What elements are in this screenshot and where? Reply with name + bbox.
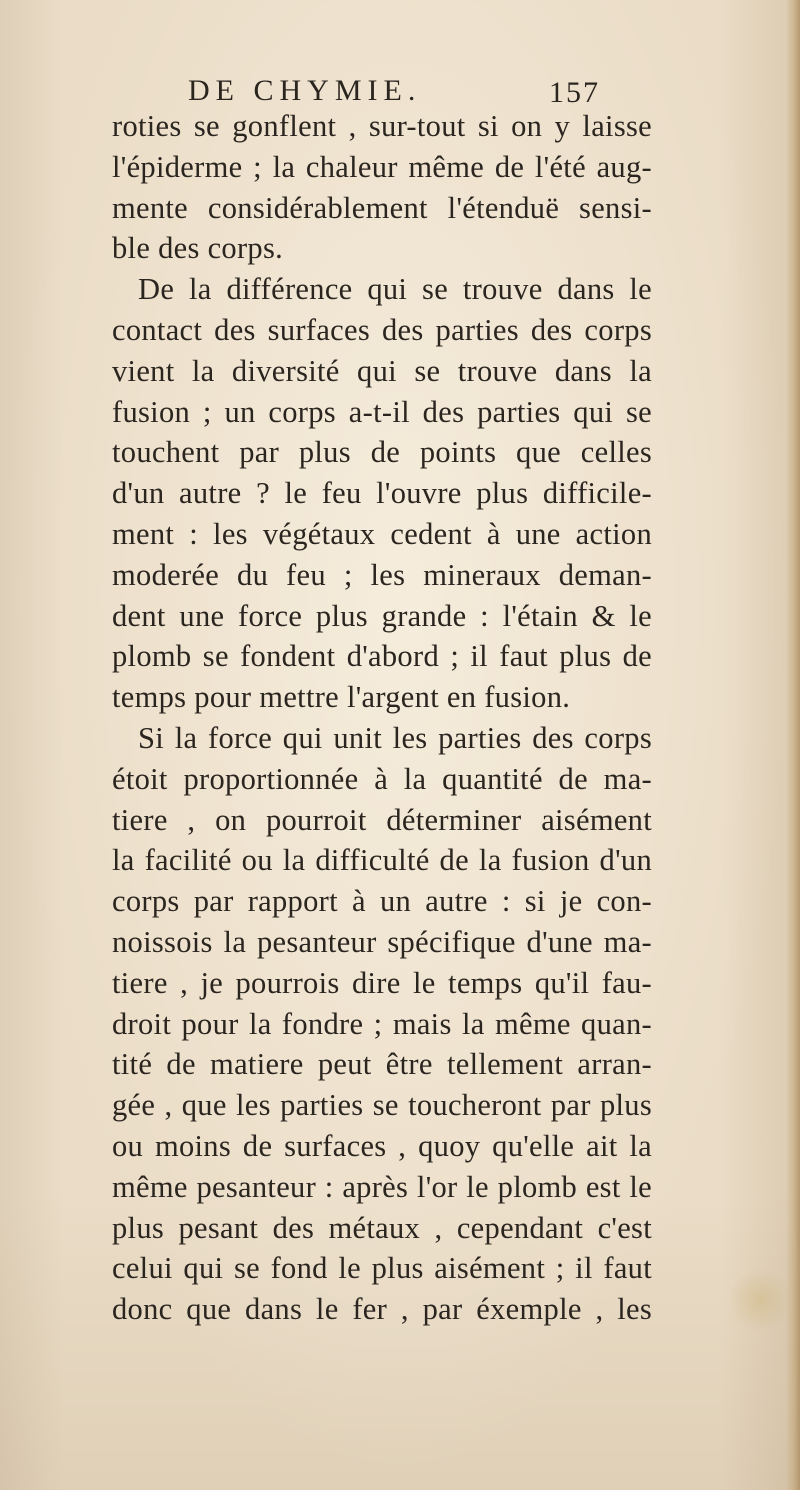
text-line: tité de matiere peut être tellement arran-	[112, 1047, 652, 1082]
text-line: noissois la pesanteur spécifique d'une ma-	[112, 924, 652, 959]
text-line: roties se gonflent , sur-tout si on y laisse	[112, 109, 652, 143]
text-line: celui qui se fond le plus aisément ; il faut	[112, 1251, 652, 1286]
text-line: donc que dans le fer , par éxemple , les	[112, 1292, 652, 1327]
text-line: ment : les végétaux cedent à une action	[112, 516, 652, 551]
page-number: 157	[549, 76, 600, 109]
text-line: vient la diversité qui se trouve dans la	[112, 353, 652, 388]
text-line: tiere , je pourrois dire le temps qu'il fau-	[112, 965, 652, 1000]
text-line: ble des corps.	[112, 231, 284, 266]
text-line: étoit proportionnée à la quantité de ma-	[112, 761, 652, 796]
text-line: temps pour mettre l'argent en fusion.	[112, 680, 571, 715]
text-line: fusion ; un corps a-t-il des parties qui se	[112, 394, 652, 429]
text-line: ou moins de surfaces , quoy qu'elle ait la	[112, 1128, 652, 1163]
text-line: gée , que les parties se toucheront par plus	[112, 1088, 652, 1123]
text-line: corps par rapport à un autre : si je con-	[112, 884, 652, 919]
text-line: d'un autre ? le feu l'ouvre plus difficile-	[112, 476, 652, 511]
paper-stain	[730, 1265, 790, 1335]
text-line: la facilité ou la difficulté de la fusion d'un	[112, 843, 652, 878]
text-line: tiere , on pourroit déterminer aisément	[112, 802, 652, 837]
text-line: Si la force qui unit les parties des corps	[138, 720, 652, 755]
text-line: dent une force plus grande : l'étain & le	[112, 598, 652, 633]
text-line: moderée du feu ; les mineraux deman-	[112, 557, 652, 592]
text-line: mente considérablement l'étenduë sensi-	[112, 190, 652, 225]
text-line: plus pesant des métaux , cependant c'est	[112, 1210, 652, 1245]
text-line: De la différence qui se trouve dans le	[138, 272, 652, 307]
text-line: contact des surfaces des parties des corps	[112, 312, 652, 347]
text-line: plomb se fondent d'abord ; il faut plus de	[112, 639, 652, 674]
text-line: droit pour la fondre ; mais la même quan-	[112, 1006, 652, 1041]
text-line: touchent par plus de points que celles	[112, 435, 652, 470]
page-edge	[786, 0, 800, 1490]
body-text	[112, 106, 652, 1330]
text-line: même pesanteur : après l'or le plomb est le	[112, 1169, 652, 1204]
text-line: l'épiderme ; la chaleur même de l'été aug-	[112, 149, 652, 184]
running-title: DE CHYMIE.	[188, 74, 422, 107]
